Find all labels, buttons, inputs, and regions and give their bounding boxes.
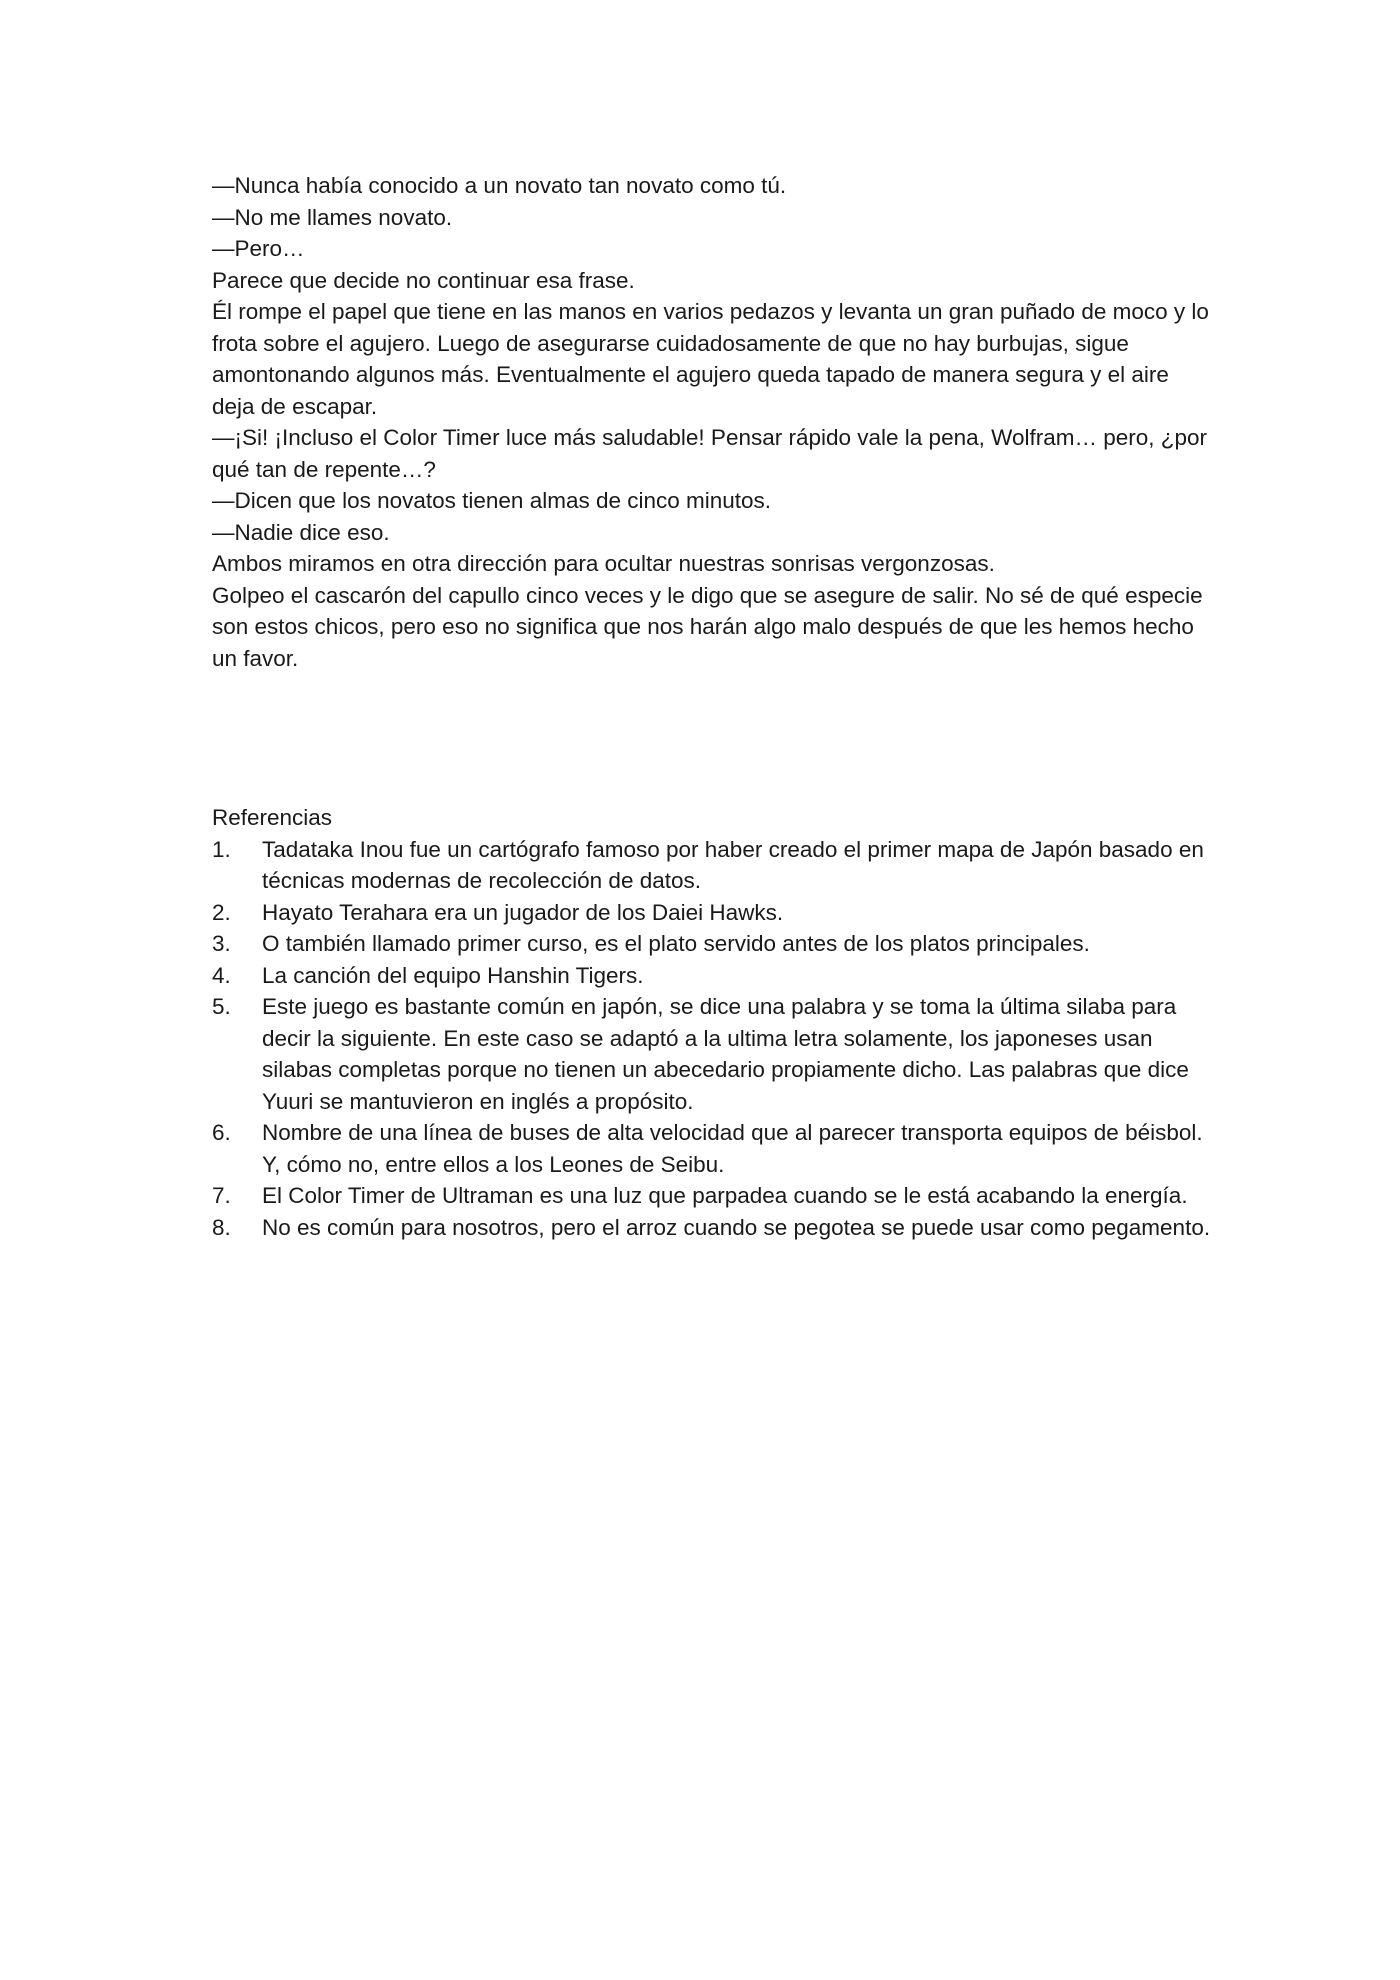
reference-number: 3. — [212, 931, 231, 956]
reference-text: Tadataka Inou fue un cartógrafo famoso por haber creado el primer mapa de Japón basado en técnicas modernas de recolección de datos. — [262, 836, 1204, 893]
dialogue-line: —Pero… — [212, 236, 305, 261]
dialogue-line: —No me llames novato. — [212, 204, 453, 230]
narration-paragraph: Parece que decide no continuar esa frase. — [212, 267, 635, 293]
references-section — [212, 802, 1212, 1243]
narration-paragraph: Él rompe el papel que tiene en las manos en varios pedazos y levanta un gran puñado de moco y lo frota sobre el agujero. Luego de asegurarse cuidadosamente de que no hay burbujas, sigue amontonando algunos más. Eventualmente el agujero queda tapado de manera segura y el aire deja de escapar. — [212, 299, 1209, 419]
reference-number: 2. — [212, 899, 231, 925]
reference-item — [212, 928, 1212, 960]
reference-text: Nombre de una línea de buses de alta velocidad que al parecer transporta equipos de béisbol. Y, cómo no, entre ellos a los Leones de Seibu. — [262, 1120, 1203, 1177]
reference-number: 4. — [212, 962, 231, 988]
reference-number: 8. — [212, 1214, 231, 1240]
reference-text: La canción del equipo Hanshin Tigers. — [262, 962, 644, 988]
references-list — [212, 834, 1212, 1244]
references-heading: Referencias — [212, 805, 333, 830]
reference-item — [212, 834, 1212, 897]
reference-text: No es común para nosotros, pero el arroz cuando se pegotea se puede usar como pegamento. — [262, 1214, 1211, 1240]
dialogue-line: —Dicen que los novatos tienen almas de cinco minutos. — [212, 488, 772, 513]
reference-text: O también llamado primer curso, es el plato servido antes de los platos principales. — [262, 931, 1090, 956]
reference-text: El Color Timer de Ultraman es una luz que parpadea cuando se le está acabando la energía. — [262, 1183, 1188, 1208]
reference-number: 6. — [212, 1120, 231, 1145]
narration-paragraph: Golpeo el cascarón del capullo cinco veces y le digo que se asegure de salir. No sé de qué especie son estos chicos, pero eso no significa que nos harán algo malo después de que les hemos hecho un favor. — [212, 582, 1203, 671]
reference-item — [212, 1117, 1212, 1180]
reference-item — [212, 991, 1212, 1117]
dialogue-line: —¡Si! ¡Incluso el Color Timer luce más saludable! Pensar rápido vale la pena, Wolfram… pero, ¿por qué tan de repente…? — [212, 425, 1208, 482]
dialogue-line: —Nadie dice eso. — [212, 519, 390, 545]
dialogue-line: —Nunca había conocido a un novato tan novato como tú. — [212, 173, 787, 198]
reference-item — [212, 1212, 1212, 1244]
reference-number: 1. — [212, 836, 231, 862]
reference-number: 5. — [212, 994, 231, 1019]
reference-item — [212, 960, 1212, 992]
reference-number: 7. — [212, 1183, 231, 1208]
reference-text: Hayato Terahara era un jugador de los Daiei Hawks. — [262, 899, 784, 925]
reference-item — [212, 897, 1212, 929]
reference-item — [212, 1180, 1212, 1212]
reference-text: Este juego es bastante común en japón, se dice una palabra y se toma la última silaba para decir la siguiente. En este caso se adaptó a la ultima letra solamente, los japoneses usan silabas completas porque no tienen un abecedario propiamente dicho. Las palabras que dice Yuuri se mantuvieron en inglés a propósito. — [262, 994, 1189, 1114]
story-text — [212, 170, 1212, 674]
narration-paragraph: Ambos miramos en otra dirección para ocultar nuestras sonrisas vergonzosas. — [212, 551, 995, 576]
